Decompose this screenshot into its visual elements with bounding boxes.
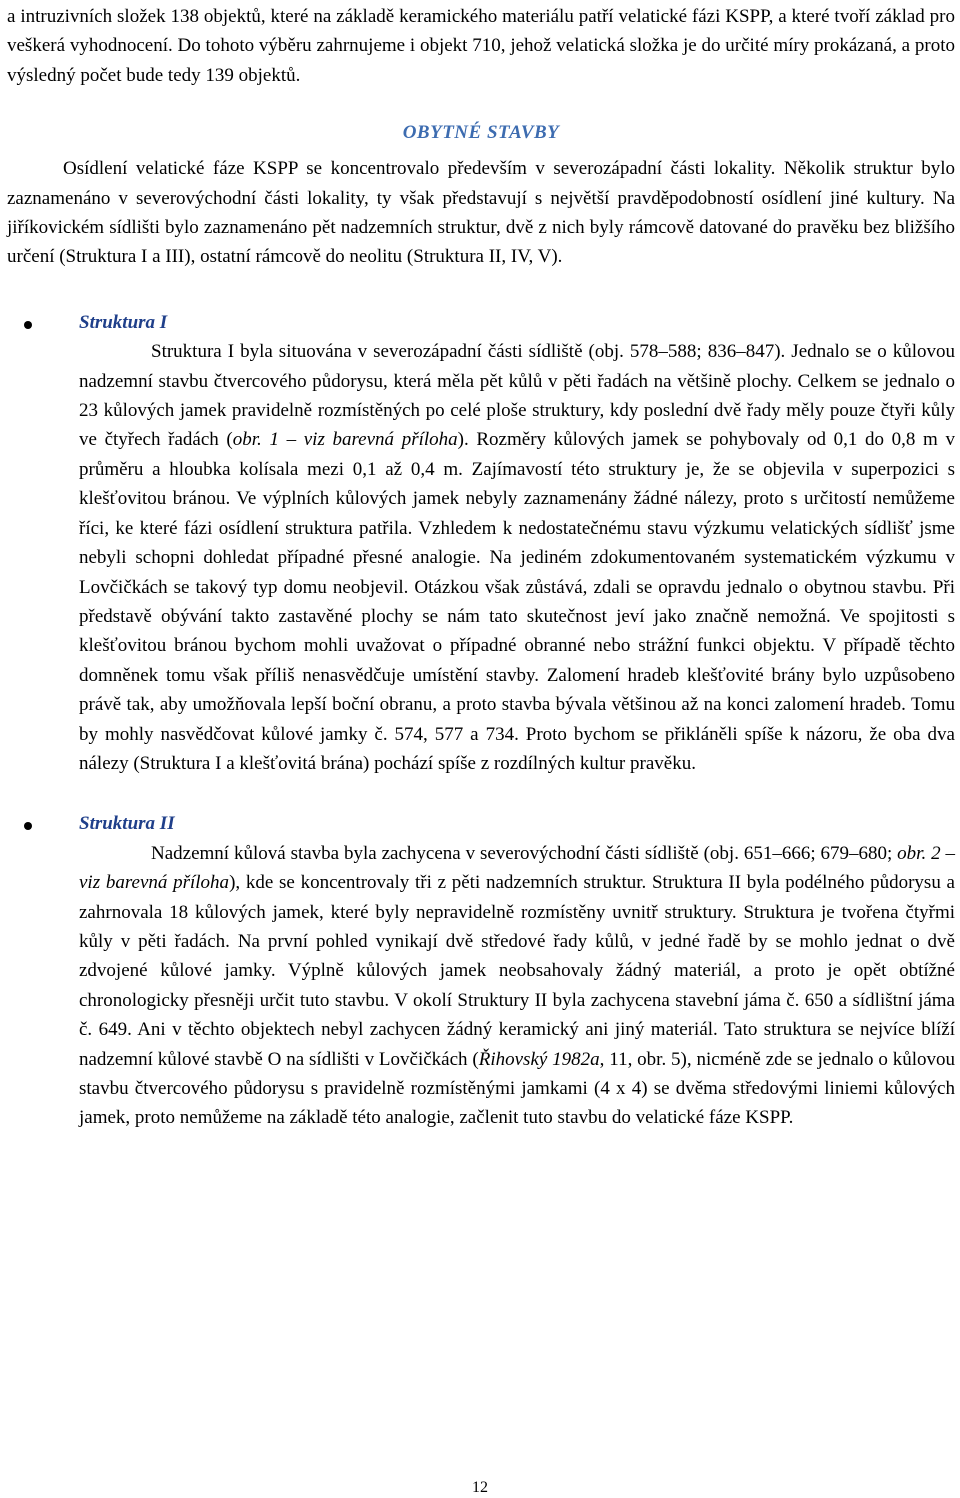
section-paragraph: Osídlení velatické fáze KSPP se koncentrovalo především v severozápadní části lokality. Několik struktur bylo zaznamenáno v severovýchodní části lokality, ty však představují s největší pravděpodobností osídlení jiné kultury. Na jiříkovickém sídlišti bylo zaznamenáno pět nadzemních struktur, dvě z nich byly rámcově datované do pravěku bez bližšího určení (Struktura I a III), ostatní rámcově do neolitu (Struktura II, IV, V). (7, 158, 955, 268)
structure-2-text-c: , 11, obr. 5), nicméně zde se jednalo o kůlovou stavbu čtvercového půdorysu s pravidelně rozmístěnými jamkami (4 x 4) se dvěma středovými liniemi kůlových jamek, proto nemůžeme na základě této analogie, začlenit tuto stavbu do velatické fáze KSPP. (79, 1048, 956, 1129)
structure-1-title: Struktura I (79, 311, 168, 333)
structure-1-block (7, 308, 955, 779)
intro-paragraph: a intruzivních složek 138 objektů, které na základě keramického materiálu patří velatické fázi KSPP, a které tvoří základ pro veškerá vyhodnocení. Do tohoto výběru zahrnujeme i objekt 710, jehož velatická složka je do určité míry prokázaná, a proto výsledný počet bude tedy 139 objektů. (7, 6, 955, 86)
structure-2-block (7, 809, 955, 1132)
structure-1-text-a: Struktura I byla situována v severozápadní části sídliště (obj. 578–588; 836–847). Jednalo se o kůlovou nadzemní stavbu čtvercového půdorysu, která měla pět kůlů v pěti řadách na většině plochy. Celkem se jednalo o 23 kůlových jamek pravidelně rozmístěných po celé ploše struktury, kdy poslední dvě řady měly pouze čtyři kůly ve čtyřech řadách ( (79, 341, 955, 451)
structure-2-citation: Řihovský 1982a (478, 1048, 600, 1070)
section-heading: OBYTNÉ STAVBY (402, 122, 560, 144)
bullet-icon (24, 321, 32, 329)
document-page (7, 0, 955, 1133)
structure-2-text-b: ), kde se koncentrovaly tři z pěti nadzemních struktur. Struktura II byla podélného půdorysu a zahrnovala 18 kůlových jamek, které byly nepravidelně rozmístěny uvnitř struktury. Struktura je tvořena čtyřmi kůly v pěti řadách. Na první pohled vynikají dvě středové řady kůlů, v jedné řadě by se mohlo jednat o dvě zdvojené kůlové jamky. Výplně kůlových jamek neobsahovaly žádný materiál, a proto je opět obtížné chronologicky přesněji určit tuto stavbu. V okolí Struktury II byla zachycena stavební jáma č. 650 a sídlištní jáma č. 649. Ani v těchto objektech nebyl zachycen žádný keramický ani jiný materiál. Tato struktura se nejvíce blíží nadzemní kůlové stavbě O na sídlišti v Lovčičkách ( (79, 872, 955, 1070)
bullet-icon (24, 822, 32, 830)
structure-2-title: Struktura II (79, 813, 175, 835)
page-number: 12 (472, 1479, 488, 1496)
structure-2-figure-ref: obr. 2 – viz barevná příloha (79, 842, 955, 894)
structure-1-text-b: ). Rozměry kůlových jamek se pohybovaly od 0,1 do 0,8 m v průměru a hloubka kolísala mezi 0,1 až 0,4 m. Zajímavostí této struktury je, že se objevila v superpozici s klešťovitou bránou. Ve výplních kůlových jamek nebyly zaznamenány žádné nálezy, proto s určitostí nemůžeme říci, ke které fázi osídlení struktura patřila. Vzhledem k nedostatečnému stavu výzkumu velatických sídlišť jsme nebyli schopni dohledat případné přesné analogie. Na jediném zdokumentovaném systematickém výzkumu v Lovčičkách se takový typ domu neobjevil. Otázkou však zůstává, zdali se opravdu jednalo o obytnou stavbu. Při představě obývání takto zastavěné plochy se nám tato skutečnost jeví jako značně nemožná. Ve spojitosti s klešťovitou bránou bychom mohli uvažovat o případné obranné nebo strážní funkci objektu. V případě těchto domněnek tomu však příliš nenasvědčuje umístění stavby. Zalomení hradeb klešťovité brány bylo uzpůsobeno právě tak, aby umožňovala lepší boční obranu, a proto stavba bývala většinou až na konci zalomení hradeb. Tomu by mohly nasvědčovat kůlové jamky č. 574, 577 a 734. Proto bychom se přikláněli spíše k názoru, že oba dva nálezy (Struktura I a klešťovitá brána) pochází spíše z rozdílných kultur pravěku. (79, 429, 955, 774)
structure-2-text-a: Nadzemní kůlová stavba byla zachycena v severovýchodní části sídliště (obj. 651–666; 679–680; (151, 842, 898, 864)
structure-1-figure-ref: obr. 1 – viz barevná příloha (232, 429, 458, 451)
structure-1-text (79, 337, 955, 778)
structure-2-text (79, 839, 955, 1133)
